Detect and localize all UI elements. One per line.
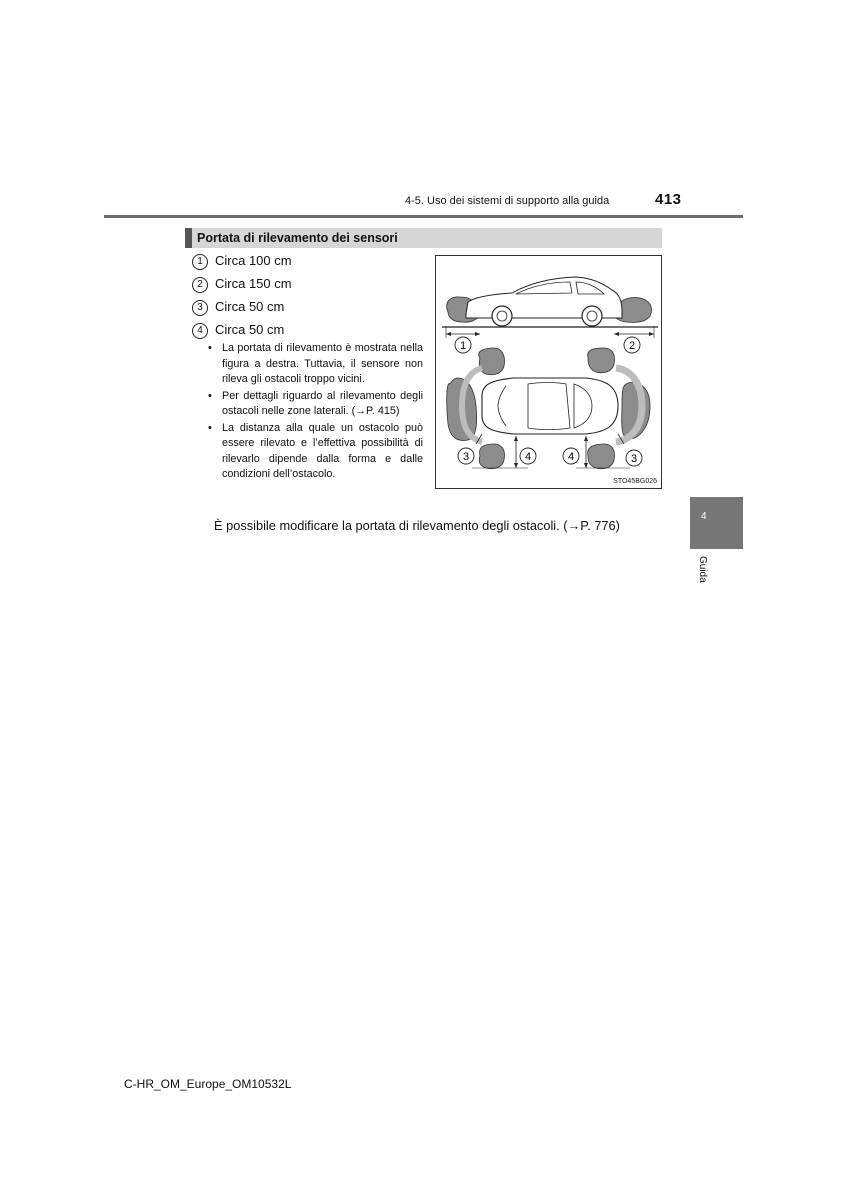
figure-label-3-right: 3: [630, 453, 638, 465]
footer-note: È possibile modificare la portata di rilevamento degli ostacoli. (→P. 776): [214, 518, 620, 533]
range-item: [192, 322, 284, 340]
number-circle-icon: 2: [192, 277, 208, 293]
header-section-title: 4-5. Uso dei sistemi di supporto alla guida: [405, 195, 610, 207]
section-title: Portata di rilevamento dei sensori: [197, 231, 398, 245]
bullet-item: [208, 341, 423, 388]
sensor-range-figure: [435, 255, 662, 489]
section-heading-accent: [185, 228, 192, 248]
bullet-icon: •: [208, 342, 212, 354]
figure-label-4-left: 4: [524, 451, 532, 463]
bullet-text: La distanza alla quale un ostacolo può essere rilevato e l’effettiva possibilità di rilevarlo dipende dalla forma e dalle condizioni dell’ostacolo.: [222, 421, 423, 480]
bullet-text: La portata di rilevamento è mostrata nella figura a destra. Tuttavia, il sensore non rileva gli ostacoli troppo vicini.: [222, 342, 423, 385]
bullet-item: [208, 421, 423, 483]
figure-label-2: 2: [628, 340, 636, 352]
figure-label-3-left: 3: [462, 451, 470, 463]
figure-label-1: 1: [459, 340, 467, 352]
document-code: C-HR_OM_Europe_OM10532L: [124, 1077, 292, 1091]
number-circle-icon: 4: [192, 323, 208, 339]
range-item: [192, 299, 284, 317]
bullet-text: Per dettagli riguardo al rilevamento degli ostacoli nelle zone laterali. (→P. 415): [222, 389, 423, 417]
range-item: [192, 253, 292, 271]
range-text: Circa 100 cm: [215, 253, 292, 268]
chapter-tab: [690, 497, 743, 549]
figure-label-4-right: 4: [567, 451, 575, 463]
range-text: Circa 150 cm: [215, 276, 292, 291]
chapter-number: 4: [701, 511, 707, 522]
chapter-label: Guida: [697, 556, 708, 583]
range-text: Circa 50 cm: [215, 299, 285, 314]
page-number: 413: [655, 191, 682, 208]
sensor-range-illustration: [436, 256, 663, 490]
range-text: Circa 50 cm: [215, 322, 285, 337]
range-item: [192, 276, 292, 294]
bullet-item: [208, 389, 423, 420]
header-rule: [104, 215, 743, 218]
number-circle-icon: 3: [192, 300, 208, 316]
number-circle-icon: 1: [192, 254, 208, 270]
bullet-icon: •: [208, 389, 212, 402]
bullet-list: [208, 341, 423, 484]
bullet-icon: •: [208, 421, 212, 434]
figure-code: STO45BG026: [613, 478, 657, 485]
section-heading-bar: [185, 228, 662, 248]
